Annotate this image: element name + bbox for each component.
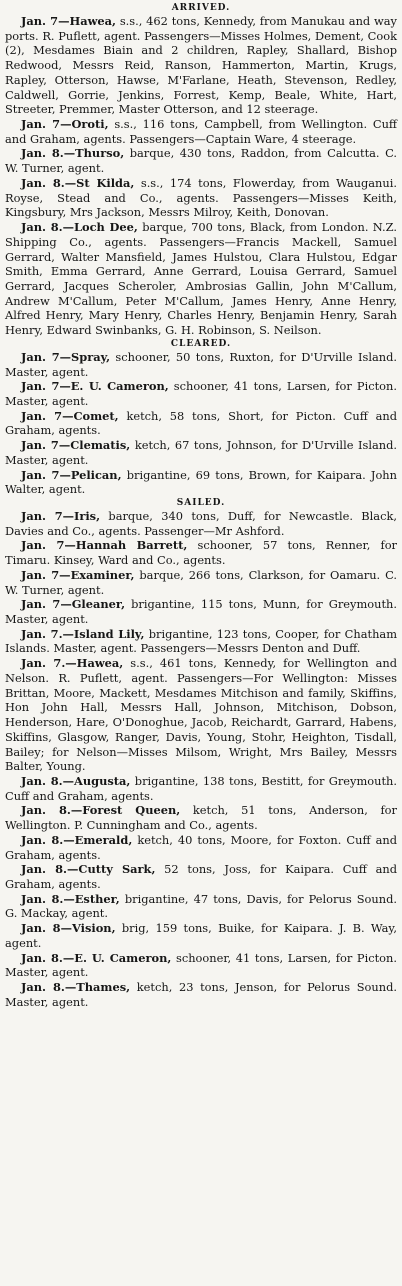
shipping-entry [5, 627, 397, 656]
entry-lead: Jan. 8.—Thames, [21, 980, 131, 994]
shipping-entry [5, 921, 397, 950]
shipping-entry [5, 980, 397, 1009]
entry-lead: Jan. 7—Iris, [21, 509, 101, 523]
entry-text: barque, 340 tons, Duff, for Newcastle. Black, Davies and Co., agents. Passenger—Mr Ashford. [5, 509, 397, 538]
entry-lead: Jan. 8.—Cutty Sark, [21, 862, 156, 877]
entry-text: barque, 700 tons, Black, from London. N.Z. Shipping Co., agents. Passengers—Francis Mackell, Samuel Gerrard, Walter Mansfield, James Hulstou, Clara Hulstou, Edgar Smith, Emma Gerrard, Anne Gerrard, Louisa Gerrard, Samuel Gerrard, Jacques Scheroler, Ambrosias Gallin, John M'Callum, Andrew M'Callum, Peter M'Callum, James Henry, Anne Henry, Alfred Henry, Mary Henry, Charles Henry, Benjamin Henry, Sarah Henry, Edward Swinbanks, G. H. Robinson, S. Neilson. [5, 220, 397, 338]
entry-text: s.s., 174 tons, Flowerday, from Wauganui. Royse, Stead and Co., agents. Passengers—Misses Keith, Kingsbury, Mrs Jackson, Messrs Milroy, Keith, Donovan. [5, 175, 397, 220]
shipping-entry [5, 951, 397, 980]
entry-text: brigantine, 47 tons, Davis, for Pelorus Sound. G. Mackay, agent. [5, 891, 397, 921]
shipping-entry [5, 568, 397, 597]
shipping-entry [5, 438, 397, 467]
shipping-entry [5, 597, 397, 626]
entry-lead: Jan. 8.—Thurso, [21, 146, 125, 161]
entry-lead: Jan. 8—Vision, [21, 921, 116, 936]
entry-lead: Jan. 7—Hawea, [21, 14, 117, 28]
entry-text: ketch, 67 tons, Johnson, for D'Urville Island. Master, agent. [5, 438, 398, 467]
entry-text: schooner, 41 tons, Larsen, for Picton. Master, agent. [5, 379, 397, 408]
entry-lead: Jan. 7—Examiner, [21, 567, 135, 582]
entry-lead: Jan. 7.—Island Lily, [21, 626, 145, 641]
entry-lead: Jan. 7—Spray, [21, 349, 111, 364]
shipping-entry [5, 833, 397, 862]
entry-text: ketch, 23 tons, Jenson, for Pelorus Sound. Master, agent. [5, 980, 397, 1009]
entry-text: barque, 430 tons, Raddon, from Calcutta. C. W. Turner, agent. [5, 146, 397, 176]
entry-lead: Jan. 8.—E. U. Cameron, [21, 950, 172, 965]
entry-text: barque, 266 tons, Clarkson, for Oamaru. C. W. Turner, agent. [5, 567, 398, 597]
entry-lead: Jan. 7—Clematis, [21, 438, 131, 453]
entry-lead: Jan. 8.—Emerald, [21, 832, 133, 847]
entry-text: ketch, 51 tons, Anderson, for Wellington. P. Cunningham and Co., agents. [5, 803, 397, 833]
section-heading-cleared: CLEARED. [170, 338, 232, 349]
entry-lead: Jan. 7—E. U. Cameron, [21, 379, 169, 394]
shipping-entry [5, 117, 397, 146]
entry-text: schooner, 57 tons, Renner, for Timaru. Kinsey, Ward and Co., agents. [5, 538, 397, 568]
entry-lead: Jan. 8.—Esther, [21, 891, 120, 906]
shipping-entry [5, 146, 397, 175]
entry-lead: Jan. 7—Comet, [21, 408, 119, 423]
entry-lead: Jan. 7—Oroti, [21, 117, 109, 132]
entry-text: s.s., 116 tons, Campbell, from Wellington. Cuff and Graham, agents. Passengers—Captain Ware, 4 steerage. [5, 117, 398, 146]
shipping-entry [5, 862, 397, 891]
entry-text: ketch, 58 tons, Short, for Picton. Cuff and Graham, agents. [5, 408, 397, 438]
shipping-entry [5, 892, 397, 921]
shipping-entry [5, 350, 397, 379]
entry-text: brig, 159 tons, Buike, for Kaipara. J. B. Way, agent. [5, 921, 397, 950]
entry-text: s.s., 462 tons, Kennedy, from Manukau and way ports. R. Puflett, agent. Passengers—Misses Holmes, Dement, Cook (2), Mesdames Biain and 2 children, Rapley, Shallard, Bishop Redwood, Messrs Reid, Ranson, Hammerton, Martin, Krugs, Rapley, Otterson, Hawse, M'Farlane, Heath, Stevenson, Redley, Caldwell, Gorrie, Jenkins, Forrest, Kemp, Beale, White, Hart, Streeter, Premmer, Master Otterson, and 12 steerage. [5, 14, 397, 117]
entry-text: ketch, 40 tons, Moore, for Foxton. Cuff and Graham, agents. [5, 832, 398, 862]
shipping-entry [5, 509, 397, 538]
shipping-entry [5, 656, 397, 774]
shipping-entry [5, 538, 397, 567]
shipping-entry [5, 774, 397, 803]
shipping-entry [5, 14, 397, 117]
entry-text: schooner, 41 tons, Larsen, for Picton. Master, agent. [5, 950, 397, 980]
section-heading-arrived: ARRIVED. [171, 3, 231, 13]
entry-lead: Jan. 7.—Hawea, [21, 656, 124, 671]
entry-lead: Jan. 7—Gleaner, [21, 597, 126, 612]
entry-lead: Jan. 7—Pelican, [21, 467, 122, 482]
entry-text: brigantine, 115 tons, Munn, for Greymouth. Master, agent. [5, 597, 397, 627]
entry-text: brigantine, 138 tons, Bestitt, for Greymouth. Cuff and Graham, agents. [5, 773, 398, 803]
entry-text: brigantine, 69 tons, Brown, for Kaipara. John Walter, agent. [5, 467, 397, 497]
entry-lead: Jan. 8.—Augusta, [21, 773, 131, 788]
section-heading-sailed: SAILED. [176, 498, 226, 508]
entry-text: schooner, 50 tons, Ruxton, for D'Urville Island. Master, agent. [5, 349, 397, 379]
entry-text: brigantine, 123 tons, Cooper, for Chatham Islands. Master, agent. Passengers—Messrs Denton and Duff. [5, 626, 397, 656]
shipping-entry [5, 379, 397, 408]
shipping-entry [5, 409, 397, 438]
shipping-entry [5, 468, 397, 497]
shipping-entry [5, 220, 397, 338]
entry-text: 52 tons, Joss, for Kaipara. Cuff and Graham, agents. [5, 862, 398, 891]
shipping-entry [5, 176, 397, 220]
entry-lead: Jan. 8.—St Kilda, [21, 175, 135, 190]
entry-lead: Jan. 8.—Forest Queen, [21, 803, 181, 818]
entry-text: s.s., 461 tons, Kennedy, for Wellington and Nelson. R. Puflett, agent. Passengers—For Wellington: Misses Brittan, Moore, Mackett, Mesdames Mitchison and family, Skiffins, Hon John Hall, Messrs Hall, Johnson, Mitchison, Dobson, Henderson, Hare, O'Donoghue, Jacob, Reichardt, Garrard, Habens, Skiffins, Glasgow, Ranger, Davis, Young, Stohr, Heighton, Tisdall, Bailey; for Nelson—Misses Milsom, Wright, Mrs Bailey, Messrs Balter, Young. [5, 656, 398, 774]
shipping-entry [5, 803, 397, 832]
entry-lead: Jan. 8.—Loch Dee, [21, 220, 138, 235]
entry-lead: Jan. 7—Hannah Barrett, [21, 538, 188, 553]
